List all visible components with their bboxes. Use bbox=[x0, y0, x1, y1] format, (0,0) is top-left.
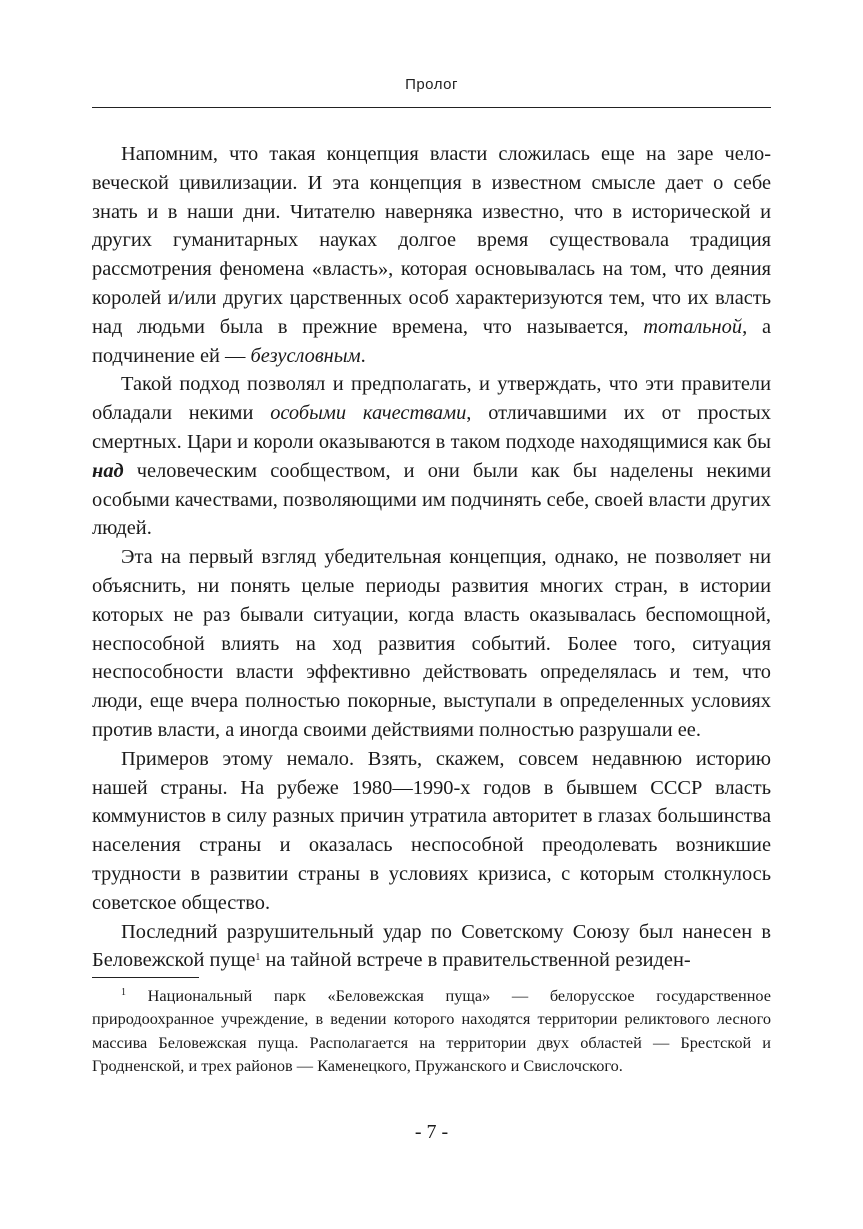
text-run: Последний разрушительный удар по Советскому Союзу был нанесен в Беловежской пуще bbox=[92, 920, 771, 972]
paragraph bbox=[92, 370, 771, 543]
footnote-marker: 1 bbox=[121, 987, 126, 998]
text-run: . bbox=[360, 344, 366, 367]
footnote-text: Национальный парк «Беловежская пуща» — белорусское государственное природоохранное учреждение, в ведении которого находятся территории реликтового лесного массива Беловежская пуща. Располагается на территории двух областей — Брестской и Гродненской, и трех районов — Каменецкого, Пружанского и Свислочского. bbox=[92, 986, 771, 1075]
italic-term: особыми качествами bbox=[270, 402, 467, 425]
text-run: , отличавшими их от простых смертных. Цари и короли оказываются в таком подходе находящимися как бы bbox=[92, 402, 771, 453]
paragraph bbox=[92, 140, 771, 370]
italic-term: тотальной bbox=[643, 315, 743, 338]
italic-term: безусловным bbox=[250, 344, 361, 367]
text-run: на тайной встрече в правительственной резиден- bbox=[260, 949, 691, 972]
paragraph: Эта на первый взгляд убедительная концепция, однако, не позволяет ни объяснить, ни понять целые периоды развития многих стран, в истории которых не раз бывали ситуации, когда власть оказывалась беспомощной, неспособной влиять на ход развития событий. Более того, ситуация неспособности власти эффективно действовать определялась и тем, что люди, еще вчера полностью покорные, выступали в определенных условиях против власти, а иногда своими действиями полностью разрушали ее. bbox=[92, 546, 771, 741]
text-run: Такой подход позволял и предполагать, и утверждать, что эти правители обладали некими bbox=[92, 373, 771, 425]
running-head: Пролог bbox=[405, 76, 458, 93]
text-run: , а подчинение ей — bbox=[92, 315, 772, 367]
footnote-rule bbox=[92, 977, 199, 978]
main-text bbox=[92, 140, 771, 975]
footnote bbox=[92, 984, 771, 1077]
page-number: - 7 - bbox=[414, 1121, 449, 1143]
paragraph bbox=[92, 918, 771, 976]
text-run: человеческим сообществом, и они были как бы наделены некими особыми качествами, позволяющими им подчинять себе, своей власти других людей. bbox=[92, 459, 771, 540]
text-run: Напомним, что такая концепция власти сложилась еще на заре человеческой цивилизации. И эта концепция в известном смысле дает о себе знать и в наши дни. Читателю наверняка известно, что в исторической и других гуманитарных науках долгое время существовала традиция рассмотрения феномена «власть», которая основывалась на том, что деяния королей и/или других царственных особ характеризуются тем, что их власть над людьми была в прежние времена, что называется, bbox=[92, 143, 771, 338]
header-rule bbox=[92, 107, 771, 108]
footnote-reference: 1 bbox=[255, 952, 261, 964]
footnote-paragraph bbox=[92, 984, 771, 1077]
paragraph: Примеров этому немало. Взять, скажем, совсем недавнюю историю нашей страны. На рубеже 1980—1990-х годов в бывшем СССР власть коммунистов в силу разных причин утратила авторитет в глазах большинства населения страны и оказалась неспособной преодолевать возникшие трудности в развитии страны в условиях кризиса, с которым столкнулось советское общество. bbox=[92, 747, 771, 914]
bold-italic-term: над bbox=[92, 459, 124, 482]
